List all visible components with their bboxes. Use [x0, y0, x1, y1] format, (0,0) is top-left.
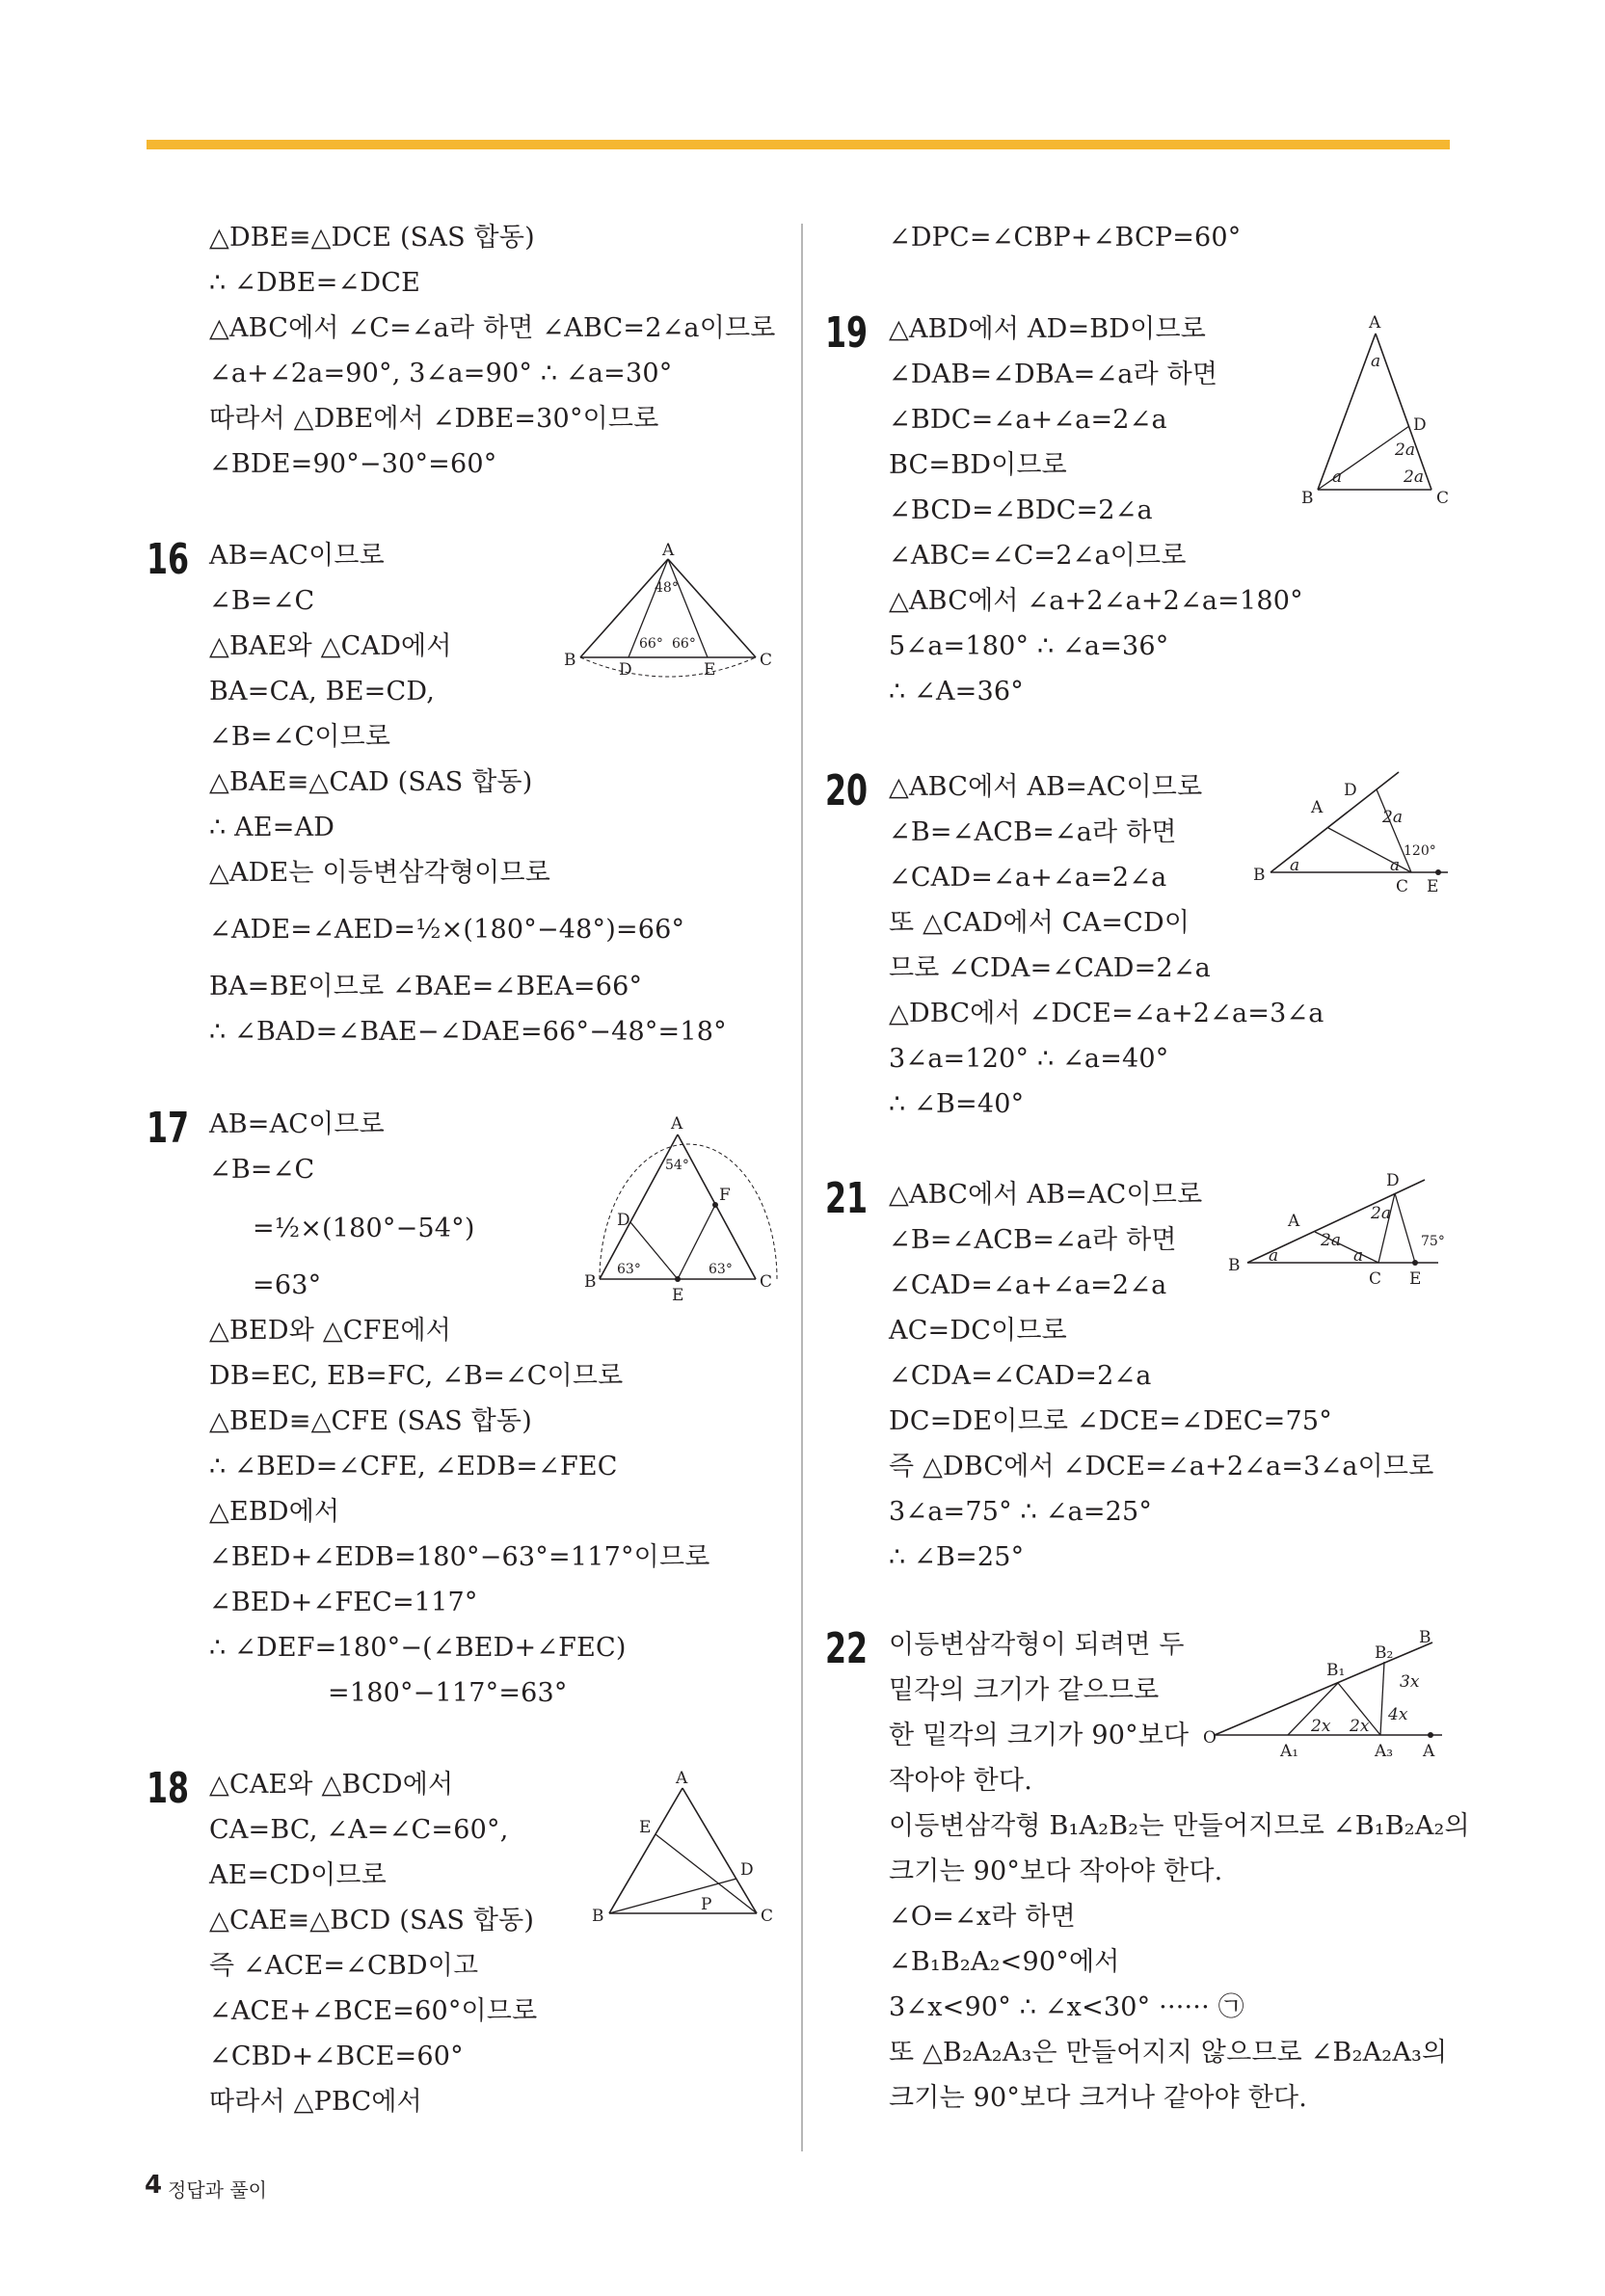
text-line: ∠DPC=∠CBP+∠BCP=60° [889, 223, 1242, 253]
text-line: 또 △B₂A₂A₃은 만들어지지 않으므로 ∠B₂A₂A₃의 [889, 2038, 1448, 2068]
fig-label: 66° [639, 636, 663, 652]
fig-label: B [584, 1272, 597, 1292]
text-line: △ABC에서 AB=AC이므로 [889, 772, 1203, 802]
page-number: 4 [145, 2171, 163, 2200]
text-line: ∴ ∠DBE=∠DCE [209, 268, 421, 298]
text-line: ∠CAD=∠a+∠a=2∠a [889, 863, 1167, 893]
text-line: 이등변삼각형 B₁A₂B₂는 만들어지므로 ∠B₁B₂A₂의 [889, 1811, 1470, 1841]
fig-label: B [1419, 1628, 1431, 1647]
fig-label: B [1253, 866, 1266, 885]
text-line: ∠BED+∠FEC=117° [209, 1588, 478, 1617]
text-line: AB=AC이므로 [209, 541, 385, 571]
fig-label: A [676, 1769, 688, 1788]
text-line: △CAE와 △BCD에서 [209, 1770, 454, 1800]
text-line: 한 밑각의 크기가 90°보다 [889, 1721, 1190, 1750]
text-line: 3∠a=120° ∴ ∠a=40° [889, 1044, 1169, 1074]
fig-label: 2a [1321, 1231, 1341, 1250]
text-line: ∠ABC=∠C=2∠a이므로 [889, 541, 1187, 571]
section-label: 정답과 풀이 [168, 2178, 267, 2202]
figure-17 [578, 1113, 781, 1305]
text-line: 크기는 90°보다 크거나 같아야 한다. [889, 2083, 1308, 2113]
figure-16 [559, 542, 781, 686]
text-line: △BAE와 △CAD에서 [209, 631, 452, 661]
fig-label: D [619, 660, 632, 680]
text-line: ∴ ∠B=40° [889, 1089, 1025, 1119]
fig-label: A [662, 541, 675, 560]
fig-label: 2x [1311, 1717, 1331, 1736]
text-line: ∴ ∠BAD=∠BAE−∠DAE=66°−48°=18° [209, 1017, 727, 1047]
fig-label: B₂ [1375, 1643, 1394, 1663]
fig-label: 54° [665, 1158, 689, 1173]
text-line: △ABC에서 ∠C=∠a라 하면 ∠ABC=2∠a이므로 [209, 313, 776, 343]
column-divider [801, 224, 803, 2151]
text-line: 따라서 △DBE에서 ∠DBE=30°이므로 [209, 404, 659, 434]
fig-label: D [1344, 781, 1357, 800]
fig-label: 3x [1400, 1672, 1420, 1692]
text-line: 므로 ∠CDA=∠CAD=2∠a [889, 953, 1211, 983]
text-line: ∠BDE=90°−30°=60° [209, 449, 497, 479]
fig-label: D [740, 1860, 754, 1880]
fig-label: 48° [655, 580, 679, 596]
fig-label: C [760, 1272, 773, 1292]
text-line: ∠BDC=∠a+∠a=2∠a [889, 405, 1167, 435]
text-line: =63° [253, 1270, 322, 1300]
text-line: AE=CD이므로 [209, 1860, 387, 1890]
fig-label: 63° [617, 1262, 641, 1277]
text-line: △BED와 △CFE에서 [209, 1316, 452, 1346]
text-line: ∠DAB=∠DBA=∠a라 하면 [889, 360, 1218, 389]
problem-number: 19 [825, 308, 869, 358]
fig-label: C [1396, 877, 1409, 896]
fig-label: B [592, 1907, 604, 1926]
text-line: DC=DE이므로 ∠DCE=∠DEC=75° [889, 1406, 1332, 1436]
text-line: ∠BED+∠EDB=180°−63°=117°이므로 [209, 1542, 710, 1572]
text-line: ∠B=∠C [209, 586, 315, 616]
fig-label: a [1269, 1246, 1279, 1266]
fig-label: A [671, 1114, 683, 1134]
fig-label: D [1386, 1171, 1400, 1190]
text-line: ∴ ∠A=36° [889, 677, 1024, 707]
text-line: 5∠a=180° ∴ ∠a=36° [889, 631, 1169, 661]
text-line: BA=BE이므로 ∠BAE=∠BEA=66° [209, 972, 643, 1001]
text-line: AC=DC이므로 [889, 1316, 1067, 1346]
text-line: 즉 ∠ACE=∠CBD이고 [209, 1951, 479, 1981]
fig-label: a [1390, 856, 1401, 875]
text-line: 따라서 △PBC에서 [209, 2087, 422, 2117]
fig-label: 4x [1388, 1705, 1408, 1724]
problem-number: 22 [825, 1624, 869, 1673]
text-line: =180°−117°=63° [328, 1678, 568, 1708]
fig-label: B₁ [1326, 1661, 1346, 1680]
problem-number: 17 [147, 1104, 190, 1153]
header-accent-bar [147, 140, 1450, 149]
text-line: ∴ ∠DEF=180°−(∠BED+∠FEC) [209, 1633, 627, 1663]
fig-label: 2a [1395, 441, 1415, 460]
text-line: ∠B=∠ACB=∠a라 하면 [889, 1225, 1177, 1255]
text-line: 밑각의 크기가 같으므로 [889, 1675, 1160, 1705]
fig-label: E [704, 660, 716, 680]
fig-label: 75° [1421, 1234, 1445, 1249]
text-line: ∠ADE=∠AED=½×(180°−48°)=66° [209, 915, 685, 945]
fig-label: 2x [1350, 1717, 1370, 1736]
problem-number: 16 [147, 535, 190, 584]
text-line: =½×(180°−54°) [253, 1214, 475, 1243]
fig-label: E [1409, 1269, 1422, 1289]
fig-label: P [701, 1895, 712, 1914]
text-line: ∠B=∠ACB=∠a라 하면 [889, 817, 1177, 847]
text-line: △CAE≡△BCD (SAS 합동) [209, 1906, 535, 1936]
text-line: △ADE는 이등변삼각형이므로 [209, 858, 551, 888]
text-line: ∴ AE=AD [209, 813, 335, 842]
text-line: ∠BCD=∠BDC=2∠a [889, 495, 1153, 525]
fig-label: B [564, 651, 576, 670]
text-line: 또 △CAD에서 CA=CD이 [889, 908, 1190, 938]
fig-label: 63° [709, 1262, 733, 1277]
fig-label: A [1311, 798, 1324, 817]
fig-label: C [1436, 489, 1450, 508]
fig-label: E [639, 1818, 652, 1837]
text-line: ∠ACE+∠BCE=60°이므로 [209, 1996, 538, 2026]
text-line: △BAE≡△CAD (SAS 합동) [209, 767, 533, 797]
figure-18 [583, 1769, 786, 1937]
text-line: CA=BC, ∠A=∠C=60°, [209, 1815, 509, 1845]
text-line: 3∠a=75° ∴ ∠a=25° [889, 1497, 1153, 1527]
text-line: 크기는 90°보다 작아야 한다. [889, 1856, 1223, 1886]
text-line: ∠CBD+∠BCE=60° [209, 2042, 464, 2071]
text-line: BA=CA, BE=CD, [209, 677, 435, 707]
fig-label: a [1353, 1246, 1364, 1266]
problem-number: 18 [147, 1764, 190, 1813]
fig-label: C [761, 1907, 774, 1926]
fig-label: A [1288, 1212, 1300, 1231]
text-line: ∠a+∠2a=90°, 3∠a=90° ∴ ∠a=30° [209, 359, 673, 388]
fig-label: A [1423, 1742, 1435, 1761]
fig-label: A₁ [1280, 1742, 1299, 1761]
text-line: △BED≡△CFE (SAS 합동) [209, 1406, 532, 1436]
fig-label: A [1369, 313, 1381, 333]
problem-number: 21 [825, 1174, 869, 1223]
text-line: △ABC에서 ∠a+2∠a+2∠a=180° [889, 586, 1303, 616]
fig-label: A₃ [1375, 1742, 1394, 1761]
text-line: ∠B=∠C [209, 1155, 315, 1185]
text-line: 이등변삼각형이 되려면 두 [889, 1630, 1185, 1660]
figure-20 [1249, 766, 1456, 901]
text-line: ∠B=∠C이므로 [209, 722, 391, 752]
fig-label: a [1332, 467, 1343, 487]
text-line: 작아야 한다. [889, 1766, 1032, 1796]
fig-label: 2a [1404, 467, 1424, 487]
text-line: △ABC에서 AB=AC이므로 [889, 1180, 1203, 1210]
fig-label: a [1290, 856, 1300, 875]
fig-label: E [1427, 877, 1439, 896]
figure-22 [1195, 1627, 1456, 1772]
text-line: ∠CAD=∠a+∠a=2∠a [889, 1270, 1167, 1300]
text-line: △ABD에서 AD=BD이므로 [889, 314, 1207, 344]
text-line: ∴ ∠BED=∠CFE, ∠EDB=∠FEC [209, 1452, 618, 1482]
fig-label: 120° [1404, 843, 1436, 859]
fig-label: C [1369, 1269, 1382, 1289]
fig-label: B [1228, 1256, 1241, 1275]
fig-label: 2a [1382, 808, 1403, 827]
text-line: BC=BD이므로 [889, 450, 1067, 480]
text-line: ∴ ∠B=25° [889, 1542, 1025, 1572]
figure-21 [1226, 1168, 1456, 1294]
fig-label: 66° [672, 636, 696, 652]
text-line: DB=EC, EB=FC, ∠B=∠C이므로 [209, 1361, 624, 1391]
text-line: ∠B₁B₂A₂<90°에서 [889, 1947, 1120, 1977]
text-line: △DBC에서 ∠DCE=∠a+2∠a=3∠a [889, 999, 1324, 1028]
text-line: △EBD에서 [209, 1497, 340, 1527]
figure-19 [1301, 310, 1456, 513]
fig-label: O [1203, 1728, 1217, 1748]
fig-label: C [760, 651, 773, 670]
fig-label: F [719, 1186, 731, 1205]
text-line: ∠CDA=∠CAD=2∠a [889, 1361, 1152, 1391]
text-line: AB=AC이므로 [209, 1109, 385, 1139]
text-line: 3∠x<90° ∴ ∠x<30° ······ ㉠ [889, 1992, 1244, 2022]
fig-label: B [1301, 489, 1314, 508]
fig-label: E [672, 1286, 684, 1305]
text-line: 즉 △DBC에서 ∠DCE=∠a+2∠a=3∠a이므로 [889, 1452, 1434, 1482]
text-line: △DBE≡△DCE (SAS 합동) [209, 223, 535, 253]
fig-label: a [1371, 352, 1381, 371]
fig-label: D [1413, 415, 1427, 435]
fig-label: D [617, 1211, 630, 1230]
fig-label: 2a [1371, 1204, 1391, 1223]
text-line: ∠O=∠x라 하면 [889, 1902, 1076, 1932]
problem-number: 20 [825, 766, 869, 815]
